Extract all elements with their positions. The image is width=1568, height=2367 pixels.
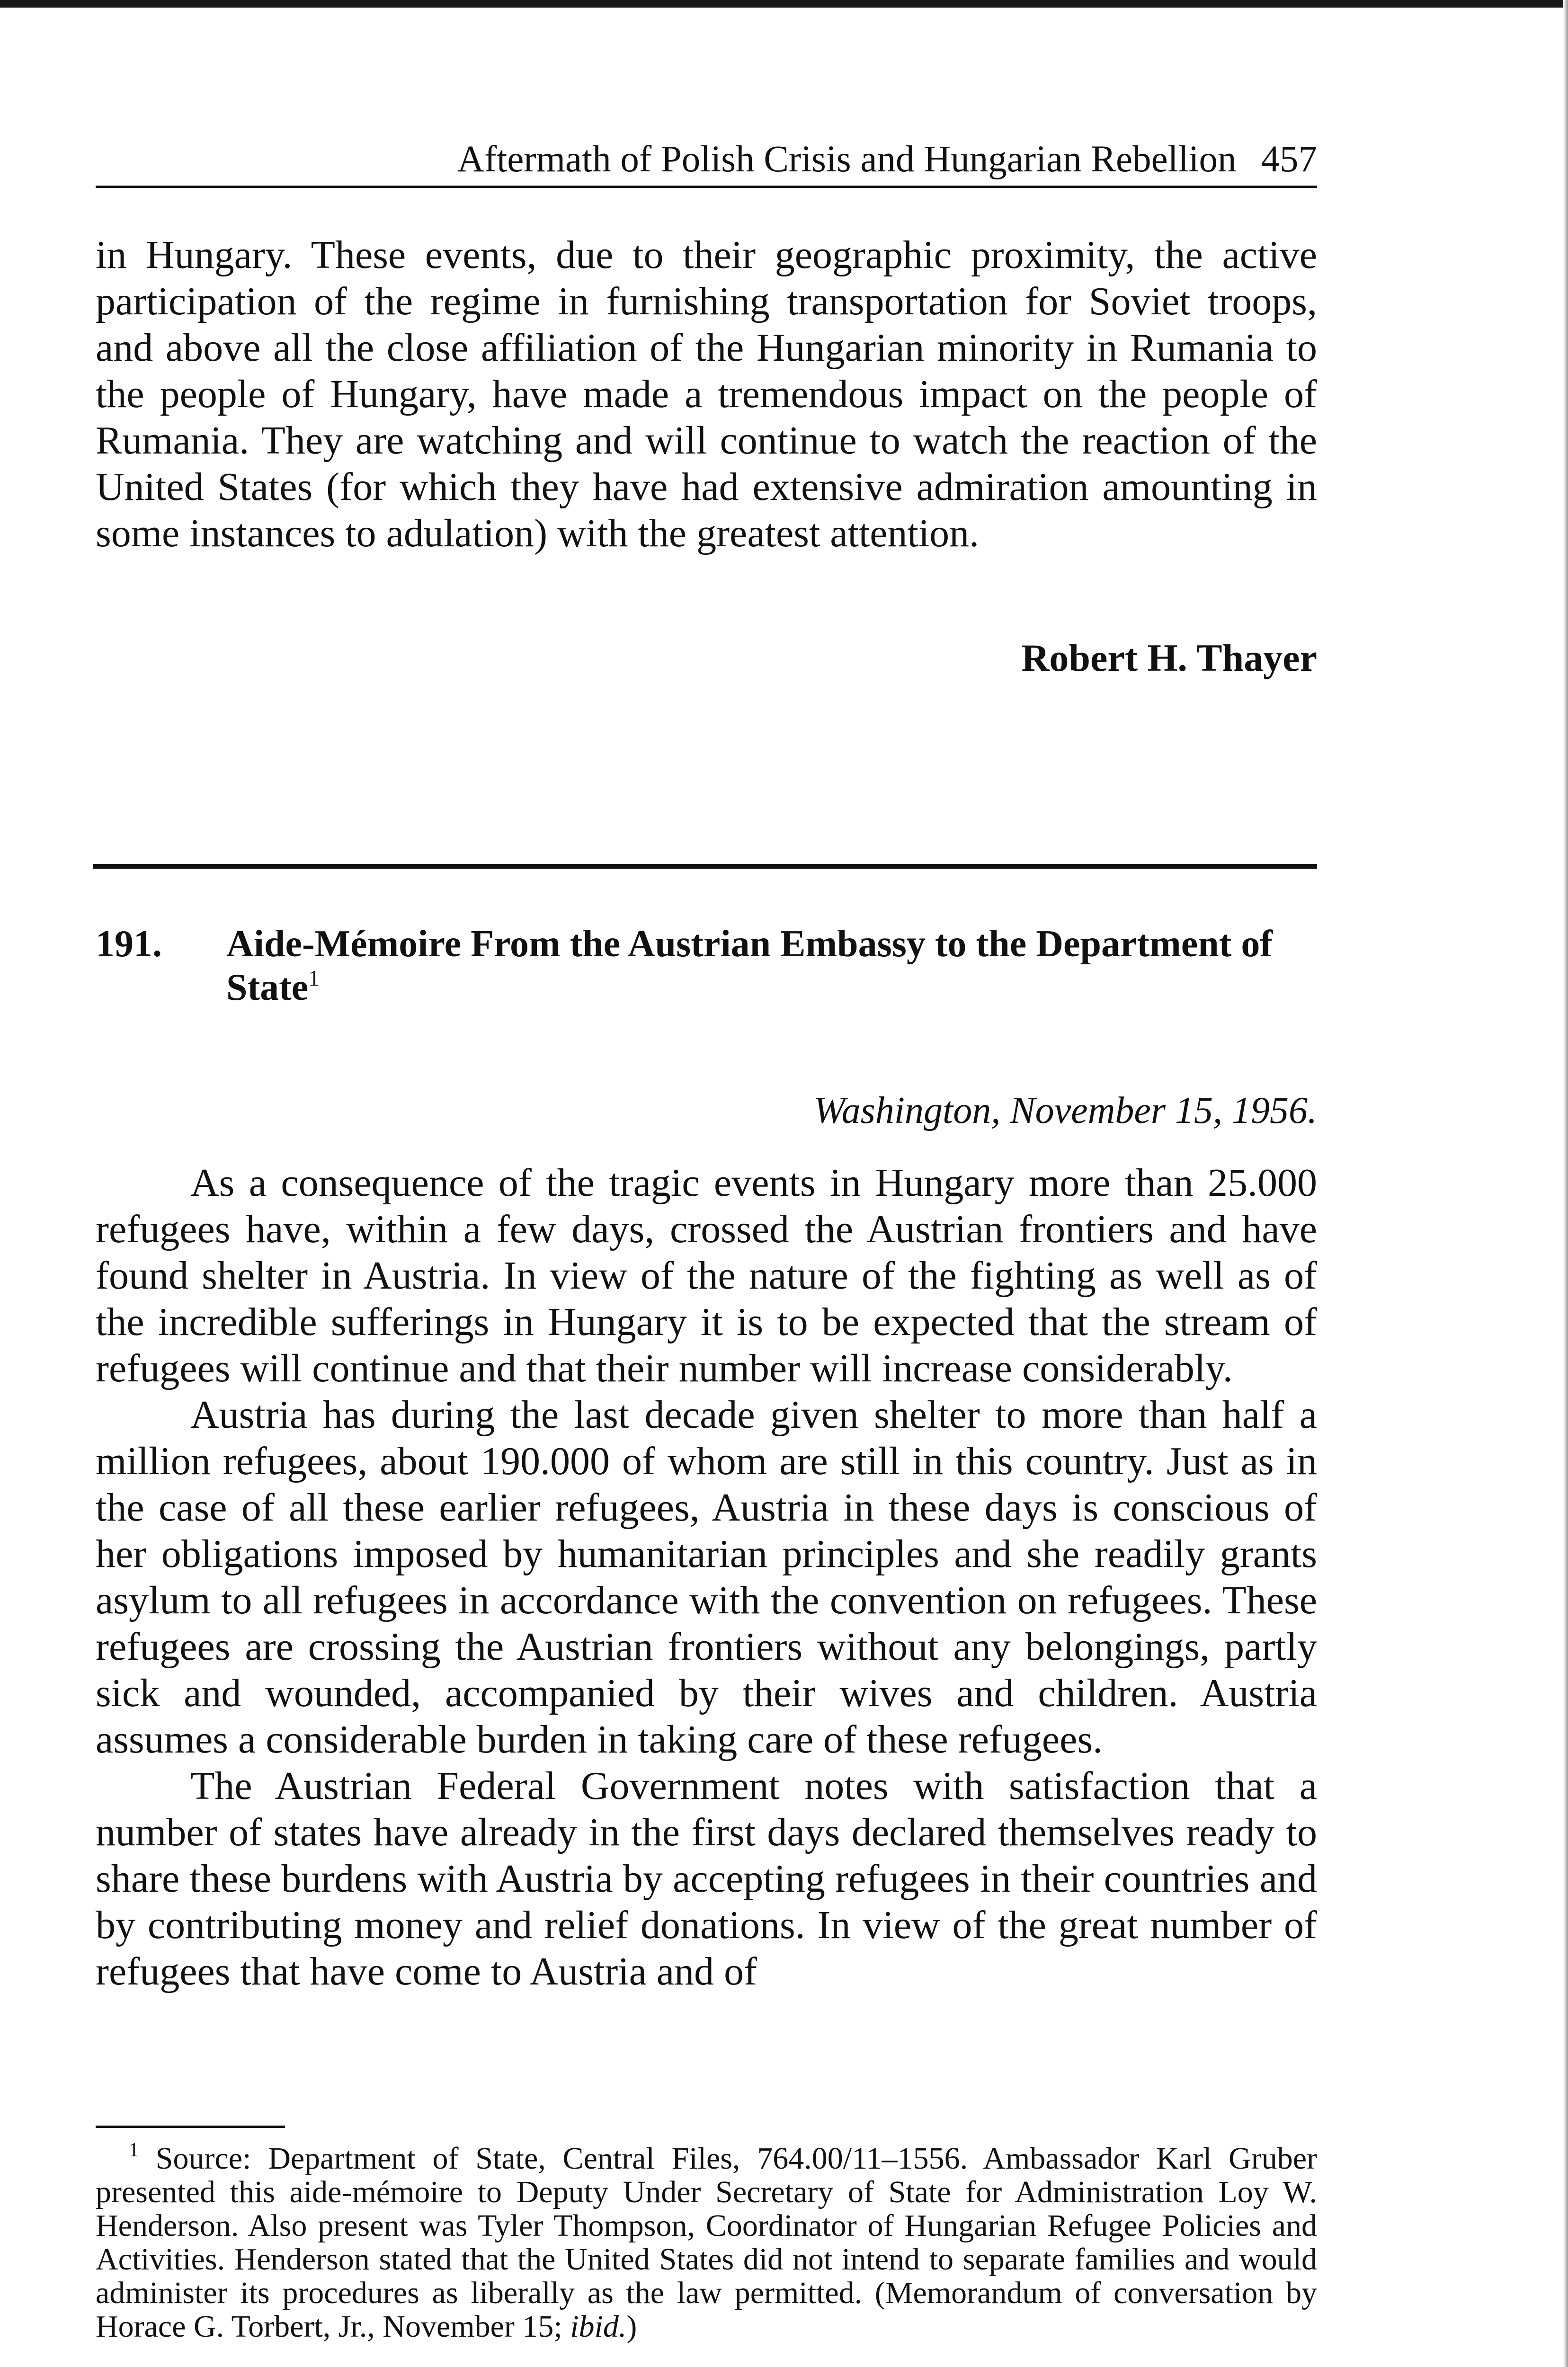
dateline: Washington, November 15, 1956. <box>813 1090 1317 1131</box>
running-header <box>96 133 1317 188</box>
page-number: 457 <box>1261 139 1317 180</box>
document-number: 191. <box>96 923 162 965</box>
document-title-text: Aide-Mémoire From the Austrian Embassy to the Department of State <box>226 923 1273 1008</box>
previous-paragraph: in Hungary. These events, due to their geographic proximity, the active participation of the regime in furnishing transportation for Soviet troops, and above all the close affiliation of the Hungarian minority in Rumania to the people of Hungary, have made a tremendous impact on the people of Rumania. They are watching and will continue to watch the reaction of the United States (for which they have had extensive admiration amounting in some instances to adulation) with the greatest attention. <box>96 233 1317 555</box>
previous-document-text <box>96 232 1317 557</box>
body-paragraph-3: The Austrian Federal Government notes with satisfaction that a number of states have already in the first days declared themselves ready to share these burdens with Austria by accepting refugees in their countries and by contributing money and relief donations. In view of the great number of refugees that have come to Austria and of <box>96 1764 1317 1993</box>
footnote-rule <box>96 2126 285 2128</box>
scan-edge-top <box>0 0 1568 8</box>
body-paragraph-1: As a consequence of the tragic events in Hungary more than 25.000 refugees have, within a few days, crossed the Austrian frontiers and have found shelter in Austria. In view of the nature of the fighting as well as of the incredible sufferings in Hungary it is to be expected that the stream of refugees will continue and that their number will increase considerably. <box>96 1161 1317 1390</box>
document-body <box>96 1160 1317 1995</box>
section-divider <box>93 864 1317 869</box>
footnote: 1 Source: Department of State, Central Files, 764.00/11–1556. Ambassador Karl Gruber presented this aide-mémoire to Deputy Under Secretary of State for Administration Loy W. Henderson. Also present was Tyler Thompson, Coordinator of Hungarian Refugee Policies and Activities. Henderson stated that the United States did not intend to separate families and would administer its procedures as liberally as the law permitted. (Memorandum of conversation by Horace G. Torbert, Jr., November 15; ibid.) <box>96 2139 1318 2344</box>
body-paragraph-2: Austria has during the last decade given shelter to more than half a million refugees, about 190.000 of whom are still in this country. Just as in the case of all these earlier refugees, Austria in these days is conscious of her obligations imposed by humanitarian principles and she readily grants asylum to all refugees in accordance with the convention on refugees. These refugees are crossing the Austrian frontiers without any belongings, partly sick and wounded, accompanied by their wives and children. Austria assumes a considerable burden in taking care of these refugees. <box>96 1393 1317 1762</box>
document-title <box>226 922 1315 1009</box>
scan-edge-right <box>1563 0 1568 2367</box>
footnote-ibid: ibid. <box>570 2309 627 2344</box>
footnote-close: ) <box>626 2309 637 2344</box>
signature: Robert H. Thayer <box>1021 636 1317 679</box>
footnote-text: Source: Department of State, Central Files, 764.00/11–1556. Ambassador Karl Gruber presented this aide-mémoire to Deputy Under Secretary of State for Administration Loy W. Henderson. Also present was Tyler Thompson, Coordinator of Hungarian Refugee Policies and Activities. Henderson stated that the United States did not intend to separate families and would administer its procedures as liberally as the law permitted. (Memorandum of conversation by Horace G. Torbert, Jr., November 15; <box>96 2141 1318 2344</box>
title-footnote-marker: 1 <box>308 966 320 991</box>
running-title: Aftermath of Polish Crisis and Hungarian Rebellion <box>457 139 1237 180</box>
